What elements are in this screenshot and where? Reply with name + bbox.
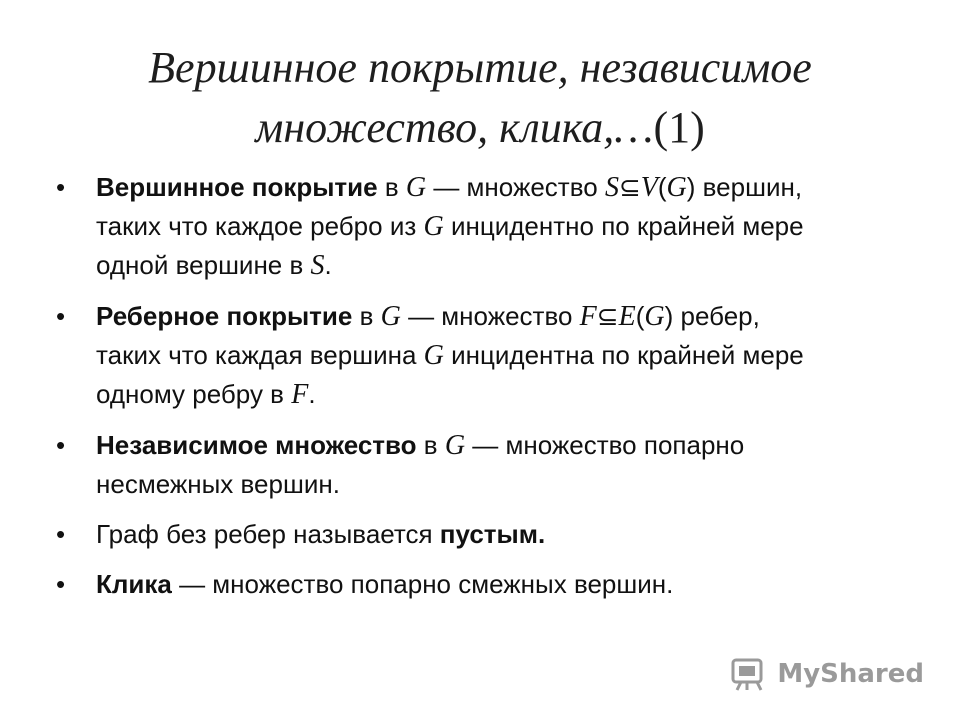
term-empty: пустым. — [439, 519, 546, 549]
math-s: S — [604, 172, 619, 203]
line — [96, 565, 916, 603]
math-f: F — [291, 379, 309, 410]
text: в — [352, 301, 381, 331]
line — [96, 207, 916, 246]
title-number: (1) — [653, 103, 705, 152]
text: инцидентно по крайней мере — [443, 211, 804, 241]
text: — множество попарно смежных вершин. — [171, 569, 674, 599]
line — [96, 336, 916, 375]
bullet-independent-set — [56, 426, 916, 503]
line — [96, 375, 916, 414]
math-g: G — [444, 430, 466, 461]
text: одному ребру в — [96, 379, 292, 409]
text: одной вершине в — [96, 250, 311, 280]
paren-close: ) — [686, 172, 696, 202]
math-s: S — [310, 250, 325, 281]
line — [96, 515, 916, 553]
text: ребер, — [673, 301, 760, 331]
bullet-marker: • — [56, 430, 66, 460]
math-f: F — [579, 301, 597, 332]
math-g: G — [423, 211, 444, 242]
text: . — [324, 250, 332, 280]
paren-close: ) — [664, 301, 674, 331]
paren-open: ( — [635, 301, 645, 331]
text: таких что каждая вершина — [96, 340, 424, 370]
text: в — [377, 172, 406, 202]
line — [96, 465, 916, 503]
math-g: G — [380, 301, 401, 332]
line — [96, 246, 916, 285]
bullet-empty-graph — [56, 515, 916, 553]
text: Граф без ребер называется — [96, 519, 440, 549]
bullet-clique — [56, 565, 916, 603]
text: таких что каждое ребро из — [96, 211, 424, 241]
term-clique: Клика — [96, 569, 172, 599]
text: — множество — [426, 172, 605, 202]
text: вершин, — [695, 172, 803, 202]
bullet-marker: • — [56, 569, 66, 599]
title-line-2-text: множество, клика,… — [255, 103, 654, 152]
subset-symbol: ⊆ — [596, 301, 619, 331]
text: инцидентна по крайней мере — [443, 340, 804, 370]
math-g: G — [405, 172, 427, 203]
text: . — [308, 379, 316, 409]
title-line-2 — [40, 98, 920, 158]
math-v: V — [640, 172, 658, 203]
text: в — [416, 430, 445, 460]
bullet-edge-cover — [56, 297, 916, 414]
line — [96, 168, 916, 207]
term-independent-set: Независимое множество — [96, 430, 417, 460]
watermark — [729, 652, 924, 696]
subset-symbol: ⊆ — [618, 172, 641, 202]
math-e: E — [618, 301, 636, 332]
bullet-marker: • — [56, 519, 66, 549]
bullet-list — [56, 168, 916, 615]
text: — множество — [400, 301, 580, 331]
title-line-1: Вершинное покрытие, независимое — [148, 43, 812, 92]
text: несмежных вершин. — [96, 469, 340, 499]
term-vertex-cover: Вершинное покрытие — [96, 172, 378, 202]
paren-open: ( — [657, 172, 667, 202]
text: — множество попарно — [465, 430, 745, 460]
line — [96, 297, 916, 336]
math-g: G — [423, 340, 444, 371]
bullet-marker: • — [56, 301, 66, 331]
mysharedlogo-icon — [729, 654, 769, 694]
term-edge-cover: Реберное покрытие — [96, 301, 353, 331]
math-g: G — [644, 301, 665, 332]
bullet-marker: • — [56, 172, 66, 202]
watermark-text: MyShared — [777, 659, 924, 689]
math-g: G — [666, 172, 687, 203]
line — [96, 426, 916, 465]
slide-title — [40, 38, 920, 158]
bullet-vertex-cover — [56, 168, 916, 285]
